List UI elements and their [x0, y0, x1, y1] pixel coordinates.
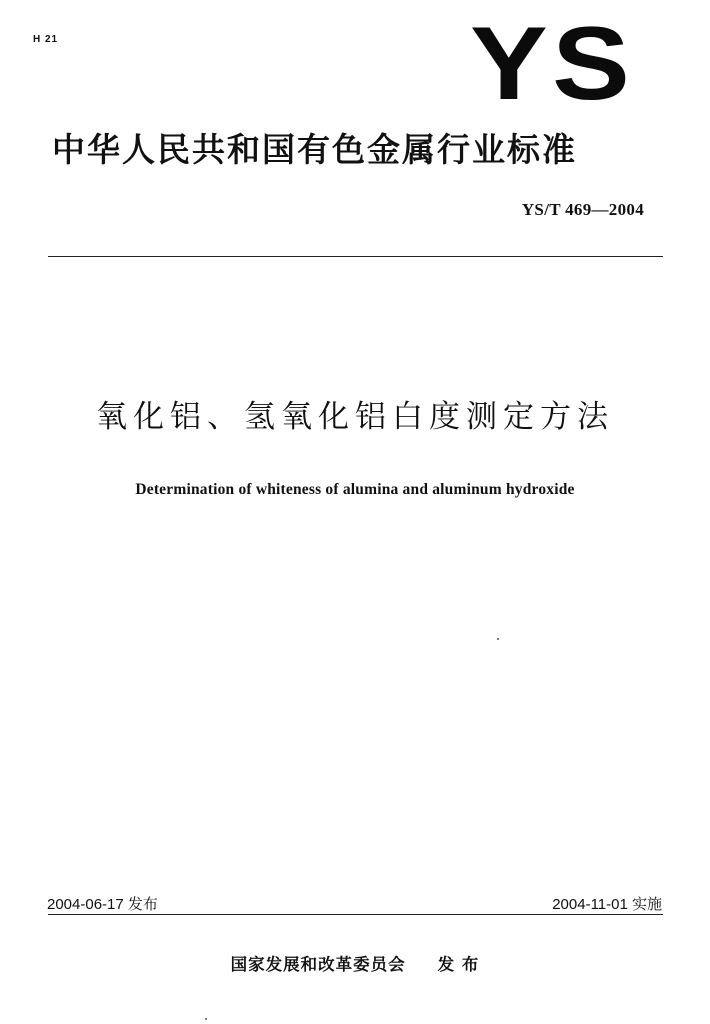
org-title: 中华人民共和国有色金属行业标准: [52, 130, 577, 169]
classification-code: H 21: [33, 34, 59, 45]
issuer-line: [0, 951, 710, 975]
issuer-name: 国家发展和改革委员会: [230, 955, 406, 974]
scan-speck: [497, 638, 499, 640]
issuer-action: 发 布: [437, 955, 480, 974]
footer-divider: [48, 914, 663, 915]
header-divider: [48, 256, 663, 257]
ys-logo: YS: [470, 6, 635, 122]
english-title: Determination of whiteness of alumina and aluminum hydroxide: [135, 481, 575, 498]
chinese-title: 氧化铝、氢氧化铝白度测定方法: [96, 399, 614, 435]
standard-number: YS/T 469—2004: [521, 200, 644, 219]
scan-speck: [205, 1018, 207, 1020]
implementation-date: 2004-11-01 实施: [552, 896, 662, 913]
issue-date: 2004-06-17 发布: [47, 896, 158, 913]
